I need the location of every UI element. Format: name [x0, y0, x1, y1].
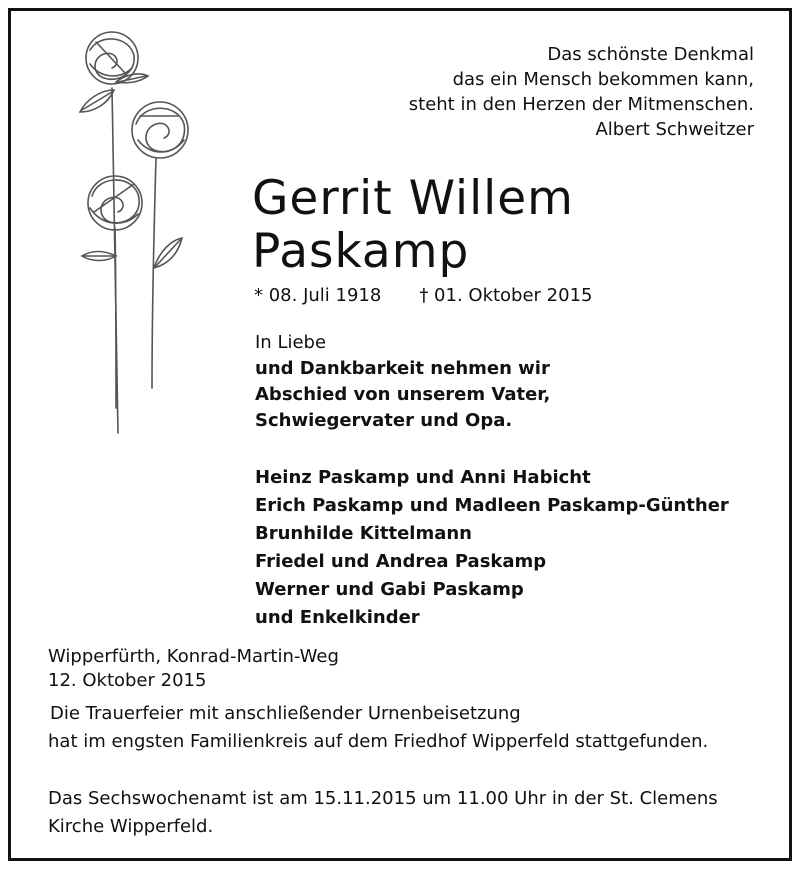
deceased-last-name: Paskamp [252, 224, 470, 279]
life-dates [254, 285, 593, 306]
death-date: † 01. Oktober 2015 [419, 285, 593, 306]
family-member: Brunhilde Kittelmann [255, 523, 472, 544]
quote-line: das ein Mensch bekommen kann, [452, 69, 754, 90]
quote-line: Das schönste Denkmal [547, 44, 754, 65]
message-line: Abschied von unserem Vater, [255, 384, 551, 405]
family-member: Heinz Paskamp und Anni Habicht [255, 467, 591, 488]
sechswochenamt-line: Das Sechswochenamt ist am 15.11.2015 um 11.00 Uhr in der St. Clemens [48, 788, 718, 809]
message-line: und Dankbarkeit nehmen wir [255, 358, 550, 379]
quote-block [409, 42, 754, 142]
sechswochenamt-info [48, 785, 718, 841]
message-line: In Liebe [255, 332, 327, 353]
family-member: und Enkelkinder [255, 607, 420, 628]
rose-drawing-icon [60, 28, 210, 438]
location-block [48, 645, 339, 693]
deceased-first-name: Gerrit Willem [252, 171, 574, 226]
quote-line: steht in den Herzen der Mitmenschen. [408, 94, 754, 115]
family-member: Werner und Gabi Paskamp [255, 579, 524, 600]
ceremony-info [48, 700, 708, 756]
roses-illustration [60, 28, 210, 438]
location-date: 12. Oktober 2015 [48, 670, 207, 691]
ceremony-line: hat im engsten Familienkreis auf dem Friedhof Wipperfeld stattgefunden. [48, 731, 709, 752]
family-member: Friedel und Andrea Paskamp [255, 551, 547, 572]
quote-author: Albert Schweitzer [595, 119, 754, 140]
location-address: Wipperfürth, Konrad-Martin-Weg [48, 646, 339, 667]
family-member: Erich Paskamp und Madleen Paskamp-Günther [255, 495, 729, 516]
sechswochenamt-line: Kirche Wipperfeld. [48, 816, 214, 837]
message-line: Schwiegervater und Opa. [255, 410, 513, 431]
birth-date: * 08. Juli 1918 [254, 285, 382, 306]
farewell-message [255, 330, 550, 434]
family-list [255, 464, 729, 632]
deceased-name [252, 172, 574, 278]
ceremony-line: Die Trauerfeier mit anschließender Urnenbeisetzung [50, 703, 521, 724]
